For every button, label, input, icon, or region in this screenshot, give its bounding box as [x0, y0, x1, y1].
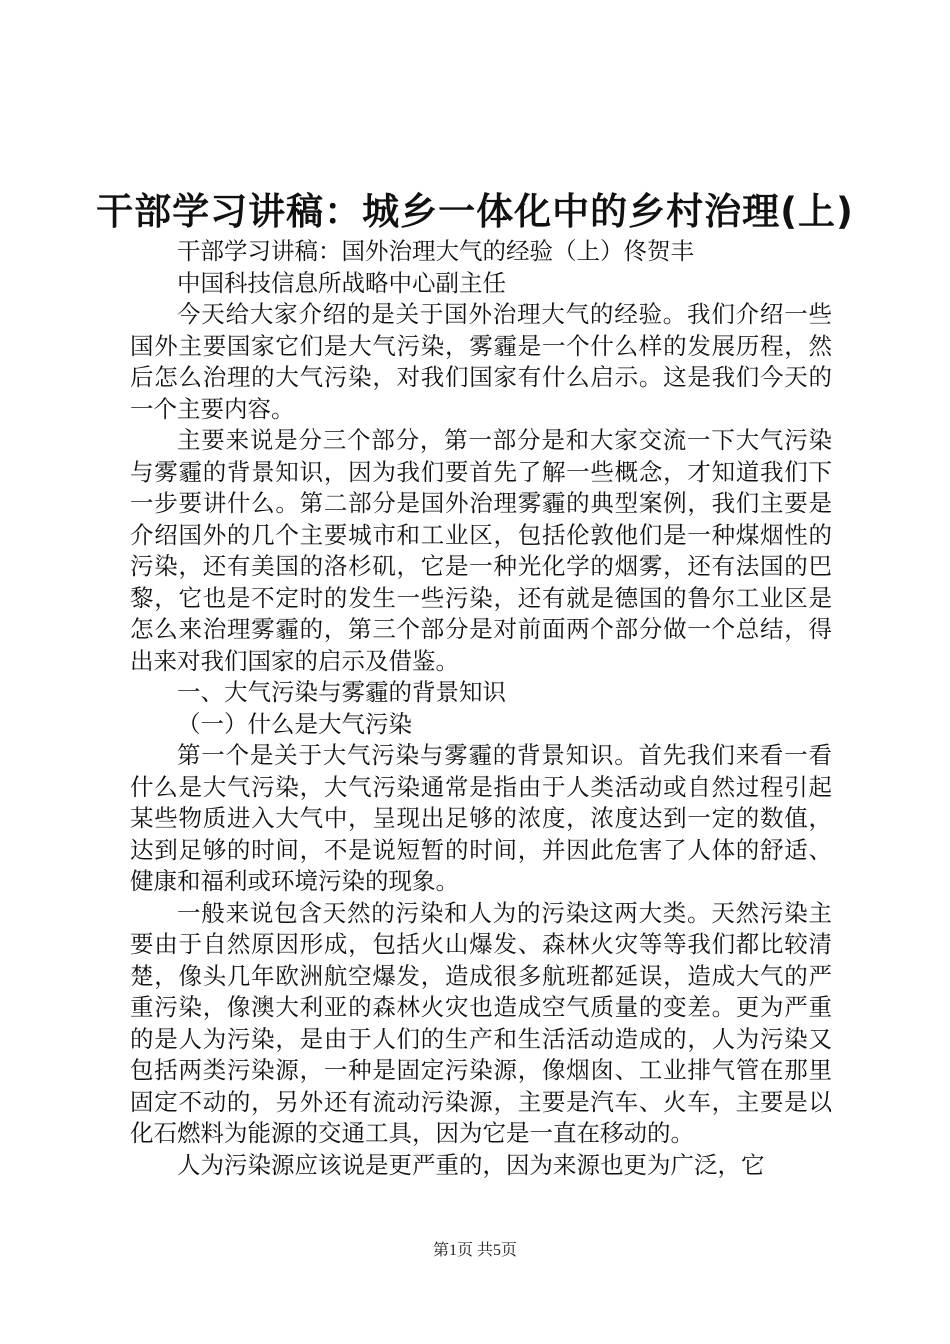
- paragraph-outline: 主要来说是分三个部分，第一部分是和大家交流一下大气污染与雾霾的背景知识，因为我们要首先了解一些概念，才知道我们下一步要讲什么。第二部分是国外治理雾霾的典型案例，我们主要是介绍国外的几个主要城市和工业区，包括伦敦他们是一种煤烟性的污染，还有美国的洛杉矶，它是一种光化学的烟雾，还有法国的巴黎，它也是不定时的发生一些污染，还有就是德国的鲁尔工业区是怎么来治理雾霾的，第三个部分是对前面两个部分做一个总结，得出来对我们国家的启示及借鉴。: [130, 426, 832, 675]
- paragraph-categories: 一般来说包含天然的污染和人为的污染这两大类。天然污染主要由于自然原因形成，包括火山爆发、森林火灾等等我们都比较清楚，像头几年欧洲航空爆发，造成很多航班都延误，造成大气的严重污染，像澳大利亚的森林火灾也造成空气质量的变差。更为严重的是人为污染，是由于人们的生产和生活活动造成的，人为污染又包括两类污染源，一种是固定污染源，像烟囱、工业排气管在那里固定不动的，另外还有流动污染源，主要是汽车、火车，主要是以化石燃料为能源的交通工具，因为它是一直在移动的。: [130, 898, 832, 1147]
- paragraph-intro: 今天给大家介绍的是关于国外治理大气的经验。我们介绍一些国外主要国家它们是大气污染，雾霾是一个什么样的发展历程，然后怎么治理的大气污染，对我们国家有什么启示。这是我们今天的一个主要内容。: [130, 300, 832, 423]
- document-title: 干部学习讲稿：城乡一体化中的乡村治理(上): [96, 190, 854, 233]
- page-number-footer: 第1页 共5页: [432, 1242, 517, 1259]
- subtitle-line: 干部学习讲稿：国外治理大气的经验（上）佟贺丰: [177, 237, 694, 265]
- paragraph-continuation: 人为污染源应该说是更严重的，因为来源也更为广泛，它: [177, 1150, 765, 1179]
- author-affiliation: 中国科技信息所战略中心副主任: [177, 268, 506, 297]
- section-heading: 一、大气污染与雾霾的背景知识: [177, 678, 506, 706]
- subsection-heading: （一）什么是大气污染: [177, 709, 412, 738]
- paragraph-definition: 第一个是关于大气污染与雾霾的背景知识。首先我们来看一看什么是大气污染，大气污染通常是指由于人类活动或自然过程引起某些物质进入大气中，呈现出足够的浓度，浓度达到一定的数值，达到足够的时间，不是说短暂的时间，并因此危害了人体的舒适、健康和福利或环境污染的现象。: [130, 741, 832, 895]
- document-body: [130, 236, 832, 1181]
